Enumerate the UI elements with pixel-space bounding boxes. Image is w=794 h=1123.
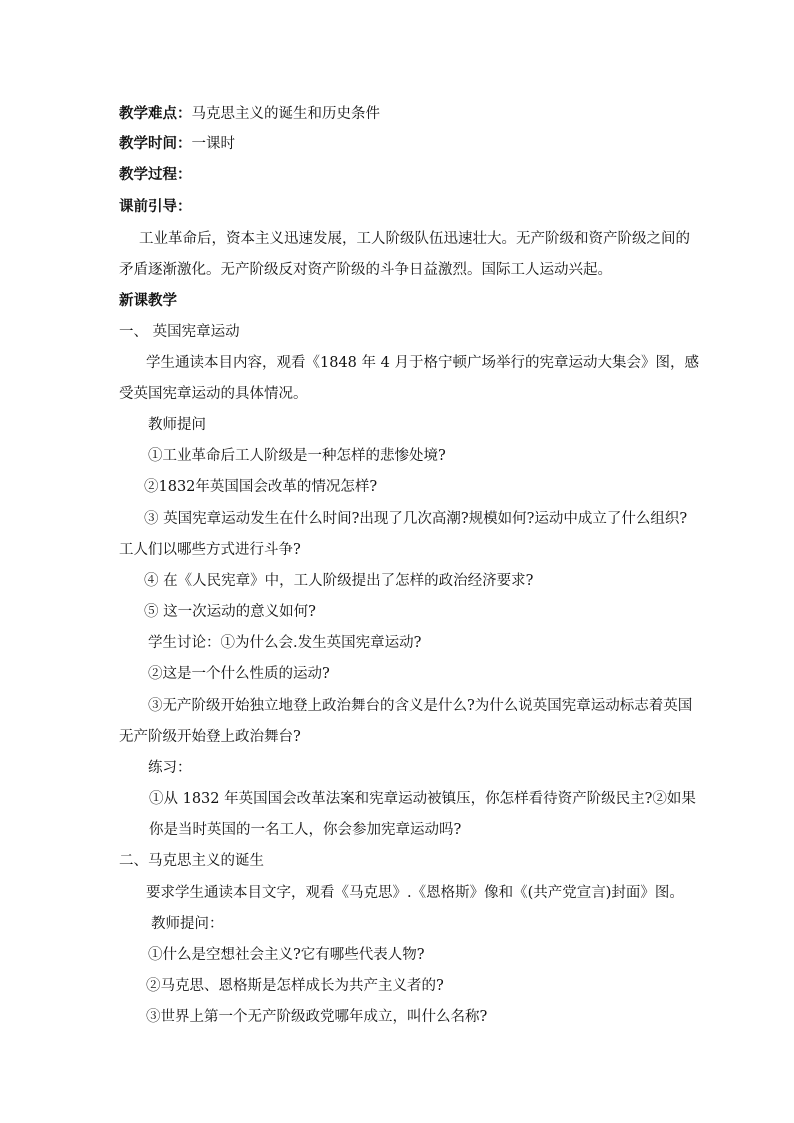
section-1-question-1: ①工业革命后工人阶级是一种怎样的悲惨处境? <box>148 448 446 464</box>
section-2-teacher-label: 教师提问： <box>151 916 224 932</box>
section-1-intro-line-1: 学生通读本目内容，观看《1848 年 4 月于格宁顿广场举行的宪章运动大集会》图，感 <box>146 355 699 371</box>
intro-paragraph-line-2: 矛盾逐渐激化。无产阶级反对资产阶级的斗争日益激烈。国际工人运动兴起。 <box>119 262 612 278</box>
teaching-difficulty-line <box>119 104 380 124</box>
section-1-question-3-line-1: ③ 英国宪章运动发生在什么时间?出现了几次高潮?规模如何?运动中成立了什么组织? <box>144 511 688 527</box>
section-2-title: 二、马克思主义的诞生 <box>119 853 264 869</box>
teaching-time-label: 教学时间： <box>119 135 192 152</box>
section-1-title: 一、 英国宪章运动 <box>119 324 240 340</box>
discussion-line-3b: 无产阶级开始登上政治舞台? <box>119 729 301 745</box>
teaching-process-label: 教学过程： <box>119 166 192 183</box>
section-1-question-5: ⑤ 这一次运动的意义如何? <box>144 604 316 620</box>
section-2-question-3: ③世界上第一个无产阶级政党哪年成立，叫什么名称? <box>146 1009 488 1025</box>
teaching-difficulty-value: 马克思主义的诞生和历史条件 <box>191 106 380 122</box>
teaching-difficulty-label: 教学难点： <box>119 105 192 122</box>
section-1-teacher-label: 教师提问 <box>148 417 206 433</box>
intro-paragraph-line-1: 工业革命后，资本主义迅速发展，工人阶级队伍迅速壮大。无产阶级和资产阶级之间的 <box>139 231 690 247</box>
section-2-intro: 要求学生通读本目文字，观看《马克思》.《恩格斯》像和《(共产党宣言)封面》图。 <box>146 885 684 901</box>
discussion-line-1: 学生讨论：①为什么会.发生英国宪章运动? <box>148 635 422 651</box>
intro-heading: 课前引导： <box>119 198 192 215</box>
teaching-time-line <box>119 134 235 154</box>
section-2-question-2: ②马克思、恩格斯是怎样成长为共产主义者的? <box>146 978 444 994</box>
section-1-intro-line-2: 受英国宪章运动的具体情况。 <box>119 386 308 402</box>
new-lesson-heading: 新课教学 <box>119 292 177 309</box>
discussion-line-3a: ③无产阶级开始独立地登上政治舞台的含义是什么?为什么说英国宪章运动标志着英国 <box>148 698 693 714</box>
section-2-question-1: ①什么是空想社会主义?它有哪些代表人物? <box>148 947 425 963</box>
practice-line-2: 你是当时英国的一名工人，你会参加宪章运动吗? <box>149 822 462 838</box>
section-1-question-3-line-2: 工人们以哪些方式进行斗争? <box>119 542 301 558</box>
practice-label: 练习： <box>148 760 192 776</box>
practice-line-1: ①从 1832 年英国国会改革法案和宪章运动被镇压，你怎样看待资产阶级民主?②如果 <box>149 791 696 807</box>
discussion-line-2: ②这是一个什么性质的运动? <box>148 666 330 682</box>
section-1-question-4: ④ 在《人民宪章》中，工人阶级提出了怎样的政治经济要求? <box>144 573 534 589</box>
section-1-question-2: ②1832年英国国会改革的情况怎样? <box>144 479 378 495</box>
teaching-time-value: 一课时 <box>191 136 235 152</box>
